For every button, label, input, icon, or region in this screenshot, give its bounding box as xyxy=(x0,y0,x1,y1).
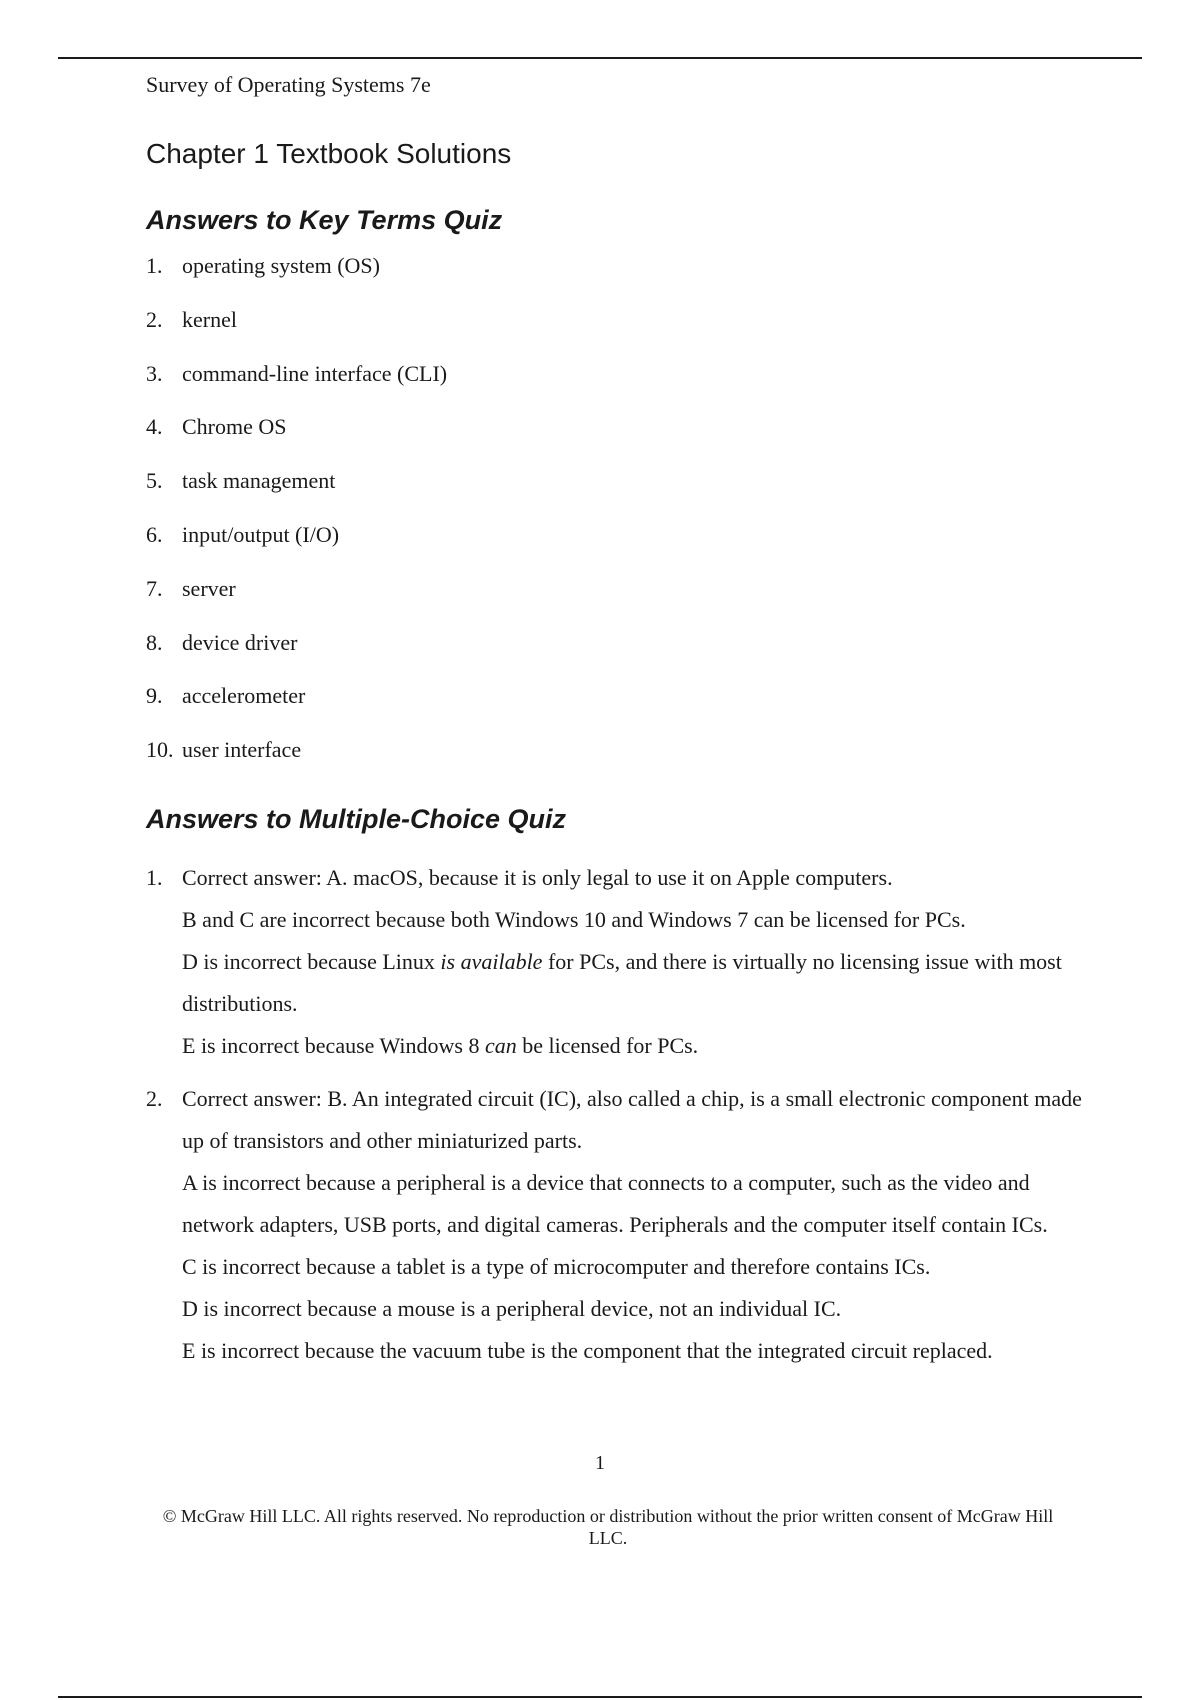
item-text: task management xyxy=(182,468,336,494)
key-terms-list xyxy=(146,251,447,789)
question-item xyxy=(146,1078,1086,1372)
correct-answer: Correct answer: B. An integrated circuit (IC), also called a chip, is a small electronic component made up of transistors and other miniaturized parts. xyxy=(182,1086,1082,1153)
item-text: device driver xyxy=(182,629,298,655)
list-item xyxy=(146,735,447,789)
incorrect-explanation xyxy=(182,941,1086,1025)
incorrect-explanation: A is incorrect because a peripheral is a device that connects to a computer, such as the video and network adapters, USB ports, and digital cameras. Peripherals and the computer itself contain ICs. xyxy=(182,1170,1048,1237)
explanation-text: be licensed for PCs. xyxy=(516,1033,699,1058)
item-text: server xyxy=(182,575,236,601)
list-item xyxy=(146,681,447,735)
key-terms-heading: Answers to Key Terms Quiz xyxy=(146,205,503,235)
item-text: Chrome OS xyxy=(182,414,287,440)
item-number: 5. xyxy=(146,468,163,494)
item-text: input/output (I/O) xyxy=(182,521,340,547)
chapter-title: Chapter 1 Textbook Solutions xyxy=(146,138,512,169)
item-number: 4. xyxy=(146,414,163,440)
item-text: kernel xyxy=(182,306,237,332)
question-item xyxy=(146,857,1086,1067)
multiple-choice-heading: Answers to Multiple-Choice Quiz xyxy=(146,804,567,834)
question-number: 1. xyxy=(146,865,163,890)
incorrect-explanation: C is incorrect because a tablet is a type of microcomputer and therefore contains ICs. xyxy=(182,1254,931,1279)
item-text: operating system (OS) xyxy=(182,253,380,278)
list-item xyxy=(146,520,447,574)
page-content xyxy=(146,70,1086,1363)
item-text: accelerometer xyxy=(182,683,306,709)
emphasis-text: can xyxy=(484,1033,517,1058)
question-body xyxy=(182,1078,1086,1372)
incorrect-explanation: B and C are incorrect because both Windows 10 and Windows 7 can be licensed for PCs. xyxy=(182,907,966,932)
incorrect-explanation xyxy=(182,1025,1086,1067)
explanation-text: E is incorrect because Windows 8 xyxy=(182,1033,485,1058)
list-item xyxy=(146,628,447,682)
top-rule xyxy=(58,57,1142,59)
item-number: 1. xyxy=(146,253,163,278)
incorrect-explanation: D is incorrect because a mouse is a peripheral device, not an individual IC. xyxy=(182,1296,842,1321)
explanation-text: for PCs, and there is virtually no licensing issue with most distributions. xyxy=(182,949,1062,1016)
list-item xyxy=(146,466,447,520)
item-number: 9. xyxy=(146,683,163,709)
item-number: 8. xyxy=(146,629,163,655)
question-body xyxy=(182,857,1086,1067)
item-number: 10. xyxy=(146,737,174,763)
item-text: user interface xyxy=(182,737,302,763)
copyright-notice: © McGraw Hill LLC. All rights reserved. No reproduction or distribution without the prior written consent of McGraw Hill LLC. xyxy=(162,1506,1054,1548)
explanation-text: D is incorrect because Linux xyxy=(182,949,441,974)
page-number: 1 xyxy=(595,1452,605,1474)
list-item xyxy=(146,359,447,413)
item-text: command-line interface (CLI) xyxy=(182,360,448,386)
item-number: 2. xyxy=(146,306,163,332)
incorrect-explanation: E is incorrect because the vacuum tube is the component that the integrated circuit replaced. xyxy=(182,1338,993,1363)
emphasis-text: is available xyxy=(440,949,543,974)
running-head: Survey of Operating Systems 7e xyxy=(146,72,431,97)
item-number: 3. xyxy=(146,360,163,386)
list-item xyxy=(146,574,447,628)
multiple-choice-list xyxy=(146,857,1086,1372)
item-number: 7. xyxy=(146,575,163,601)
list-item xyxy=(146,412,447,466)
bottom-rule xyxy=(58,1696,1142,1698)
item-number: 6. xyxy=(146,521,163,547)
question-number: 2. xyxy=(146,1086,163,1111)
correct-answer: Correct answer: A. macOS, because it is only legal to use it on Apple computers. xyxy=(182,865,893,890)
list-item xyxy=(146,251,447,305)
list-item xyxy=(146,305,447,359)
